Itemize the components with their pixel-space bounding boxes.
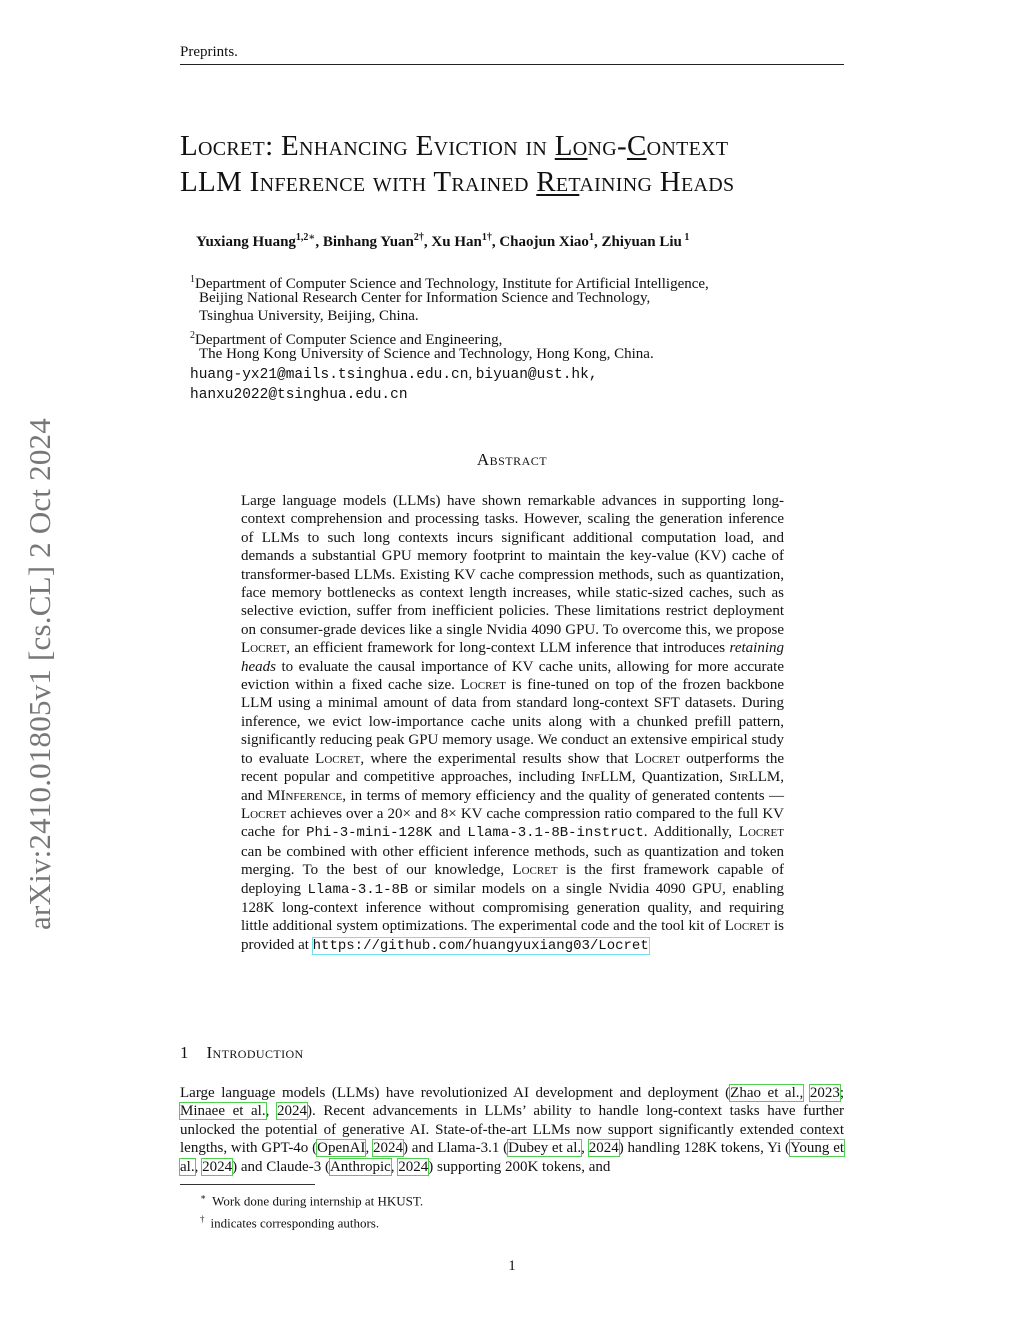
citation-link[interactable]: 2024 <box>373 1140 403 1157</box>
text-run: Large language models (LLMs) have revolutionized AI development and deployment ( <box>180 1085 731 1101</box>
method-name: Locret <box>315 750 361 767</box>
text-run: , in terms of memory efficiency and the quality of generated contents — <box>342 787 784 804</box>
method-name: Locret <box>460 677 506 694</box>
author-name: Zhiyuan Liu <box>601 234 682 250</box>
affiliation-1-line-2: Beijing National Research Center for Information Science and Technology, <box>199 290 651 306</box>
email-separator: , <box>588 367 598 383</box>
introduction-paragraph <box>180 1084 844 1176</box>
footnote <box>200 1210 423 1232</box>
text-run: to evaluate the causal importance of KV cache units, allowing for more accurate eviction within a fixed cache size. <box>241 658 784 694</box>
arxiv-identifier-stamp[interactable]: arXiv:2410.01805v1 [cs.CL] 2 Oct 2024 <box>22 418 57 930</box>
text-run: , <box>581 1140 589 1157</box>
method-name: Inf <box>581 769 601 786</box>
author-name: Binhang Yuan <box>322 234 414 250</box>
text-run: is the first framework capable of deploying <box>241 862 784 897</box>
title-segment: Locret: Enhancing Eviction in <box>180 130 555 162</box>
method-name: Locret <box>724 918 770 935</box>
footnotes <box>200 1188 423 1233</box>
code-repository-link[interactable]: https://github.com/huangyuxiang03/Locret <box>312 937 649 954</box>
text-run: ) and Llama-3.1 ( <box>403 1140 509 1157</box>
footnote-text: Work done during internship at HKUST. <box>212 1193 424 1209</box>
title-segment: ontext <box>646 130 729 162</box>
text-run: . Additionally, <box>643 824 739 841</box>
affiliation-text: Department of Computer Science and Technology, Institute for Artificial Intelligence, <box>195 276 709 292</box>
method-name: Locret <box>634 750 680 767</box>
author-affiliation-marker: 1† <box>481 232 492 243</box>
footnote <box>200 1188 423 1210</box>
text-run <box>803 1085 810 1101</box>
author-affiliation-marker: 1 <box>588 232 594 243</box>
email-link-3[interactable]: hanxu2022@tsinghua.edu.cn <box>190 387 408 403</box>
citation-link[interactable]: Young et al. <box>180 1140 845 1175</box>
section-number: 1 <box>180 1043 189 1062</box>
text-run: can be combined with other efficient inference methods, such as quantization and token merging. To the best of our knowledge, <box>241 843 784 879</box>
paper-title <box>180 128 850 200</box>
text-run: LLM, Quantization, <box>600 769 730 786</box>
method-name: Locret <box>512 862 558 879</box>
method-name: Locret <box>241 640 287 657</box>
text-run: LLM, and MI <box>241 769 784 804</box>
abstract-heading: Abstract <box>476 450 548 469</box>
text-run: ; <box>839 1085 844 1101</box>
model-name: Phi-3-mini-128K <box>306 825 433 842</box>
citation-link[interactable]: Zhao et al., <box>730 1085 804 1101</box>
title-segment: aining Heads <box>579 166 735 198</box>
title-segment: LLM Inference with Trained <box>180 166 537 198</box>
title-segment: Ret <box>536 166 580 198</box>
affiliation-text: Department of Computer Science and Engineering, <box>195 332 503 348</box>
author-affiliation-marker: 2† <box>413 232 424 243</box>
method-name: Sir <box>729 769 749 786</box>
footnote-rule <box>180 1184 315 1185</box>
text-run: ) and Claude-3 ( <box>232 1158 330 1175</box>
citation-link[interactable]: 2024 <box>398 1158 429 1175</box>
text-run: Large language models (LLMs) have shown remarkable advances in supporting long-context comprehension and processing tasks. However, scaling the generation inference of LLMs to such long contexts incurs significant additional computation load, and demands a substantial GPU memory footprint to maintain the key-value (KV) cache of transformer-based LLMs. Existing KV cache compression methods, such as quantization, face memory bottlenecks as context length increases, while static-sized caches, such as selective eviction, suffer from inefficient policies. These limitations restrict deployment on consumer-grade devices like a single Nvidia 4090 GPU. To overcome this, we propose <box>241 493 784 638</box>
running-head: Preprints. <box>180 44 238 60</box>
citation-link[interactable]: 2024 <box>202 1158 233 1175</box>
email-link-1[interactable]: huang-yx21@mails.tsinghua.edu.cn <box>190 367 469 383</box>
affiliation-marker: 2 <box>190 330 195 341</box>
author-affiliation-marker: 1,2∗ <box>295 232 316 243</box>
title-line-2 <box>180 164 850 200</box>
section-title: Introduction <box>206 1043 304 1062</box>
method-name: nference <box>285 787 343 804</box>
email-link-2[interactable]: biyuan@ust.hk <box>475 367 589 383</box>
title-segment: Lo <box>554 130 588 162</box>
citation-link[interactable]: Minaee et al. <box>180 1103 266 1120</box>
text-run: , <box>265 1103 277 1120</box>
text-run: , an efficient framework for long-context LLM inference that introduces <box>286 640 730 657</box>
page-number: 1 <box>508 1258 516 1274</box>
affiliation-2-line-2: The Hong Kong University of Science and Technology, Hong Kong, China. <box>199 346 654 362</box>
citation-link[interactable]: Anthropic <box>329 1158 391 1175</box>
citation-link[interactable]: OpenAI <box>317 1140 366 1157</box>
method-name: Locret <box>738 824 784 841</box>
citation-link[interactable]: 2023 <box>809 1085 840 1101</box>
header-rule <box>180 64 844 65</box>
text-run: , where the experimental results show that <box>360 750 635 767</box>
text-run: , <box>390 1158 399 1175</box>
emphasis-text: retaining heads <box>241 640 784 675</box>
section-heading-introduction <box>180 1043 304 1063</box>
title-segment: C <box>626 130 647 162</box>
affiliation-marker: 1 <box>190 274 195 285</box>
title-segment: ng- <box>587 130 627 162</box>
text-run: ) handling 128K tokens, Yi ( <box>618 1140 791 1157</box>
model-name: Llama-3.1-8B-instruct <box>467 825 644 842</box>
footnote-text: indicates corresponding authors. <box>210 1215 380 1231</box>
text-run: , <box>194 1158 203 1175</box>
text-run: outperforms the recent popular and competitive approaches, including <box>241 750 785 786</box>
citation-link[interactable]: 2024 <box>588 1140 619 1157</box>
model-name: Llama-3.1-8B <box>307 881 409 898</box>
text-run: ). Recent advancements in LLMs’ ability to handle long-context tasks have further unlocked the potential of generative AI. State-of-the-art LLMs now support significantly extended context lengths, with GPT-4o ( <box>180 1103 844 1157</box>
text-run: is fine-tuned on top of the frozen backbone LLM using a minimal amount of data from standard long-context SFT datasets. During inference, we evict low-importance cache units along with a chunked prefill pattern, significantly reducing peak GPU memory usage. We conduct an extensive empirical study to evaluate <box>241 677 784 767</box>
author-affiliation-marker: 1 <box>681 232 690 243</box>
method-name: Locret <box>241 805 287 822</box>
citation-link[interactable]: 2024 <box>276 1103 307 1120</box>
footnote-marker: ∗ <box>200 1192 207 1202</box>
email-separator: , <box>468 366 476 382</box>
text-run: is provided at <box>241 918 784 953</box>
citation-link[interactable]: Dubey et al. <box>508 1140 582 1157</box>
text-run: or similar models on a single Nvidia 4090 GPU, enabling 128K long-context inference without compromising generation quality, and requiring little additional system optimizations. The experimental code and the tool kit of <box>241 880 784 935</box>
footnote-marker: † <box>200 1214 205 1225</box>
author-name: Chaojun Xiao <box>499 234 589 250</box>
affiliation-1-line-3: Tsinghua University, Beijing, China. <box>199 308 419 324</box>
title-line-1 <box>180 128 850 164</box>
author-name: Xu Han <box>431 234 482 250</box>
author-name: Yuxiang Huang <box>196 234 296 250</box>
text-run: and <box>432 824 468 841</box>
author-list: Yuxiang Huang$^{1,2∗}$, Binhang Yuan$^{2\dagger}$, Xu Han$^{1\dagger}$, Chaojun Xiao$^1$, Zhiyuan Liu $^1$ <box>196 232 690 250</box>
abstract-body <box>241 492 784 955</box>
text-run: achieves over a 20× and 8× KV cache compression ratio compared to the full KV cache for <box>241 805 784 841</box>
email-block <box>190 365 598 405</box>
text-run: , <box>365 1140 373 1157</box>
text-run: ) supporting 200K tokens, and <box>428 1158 611 1175</box>
